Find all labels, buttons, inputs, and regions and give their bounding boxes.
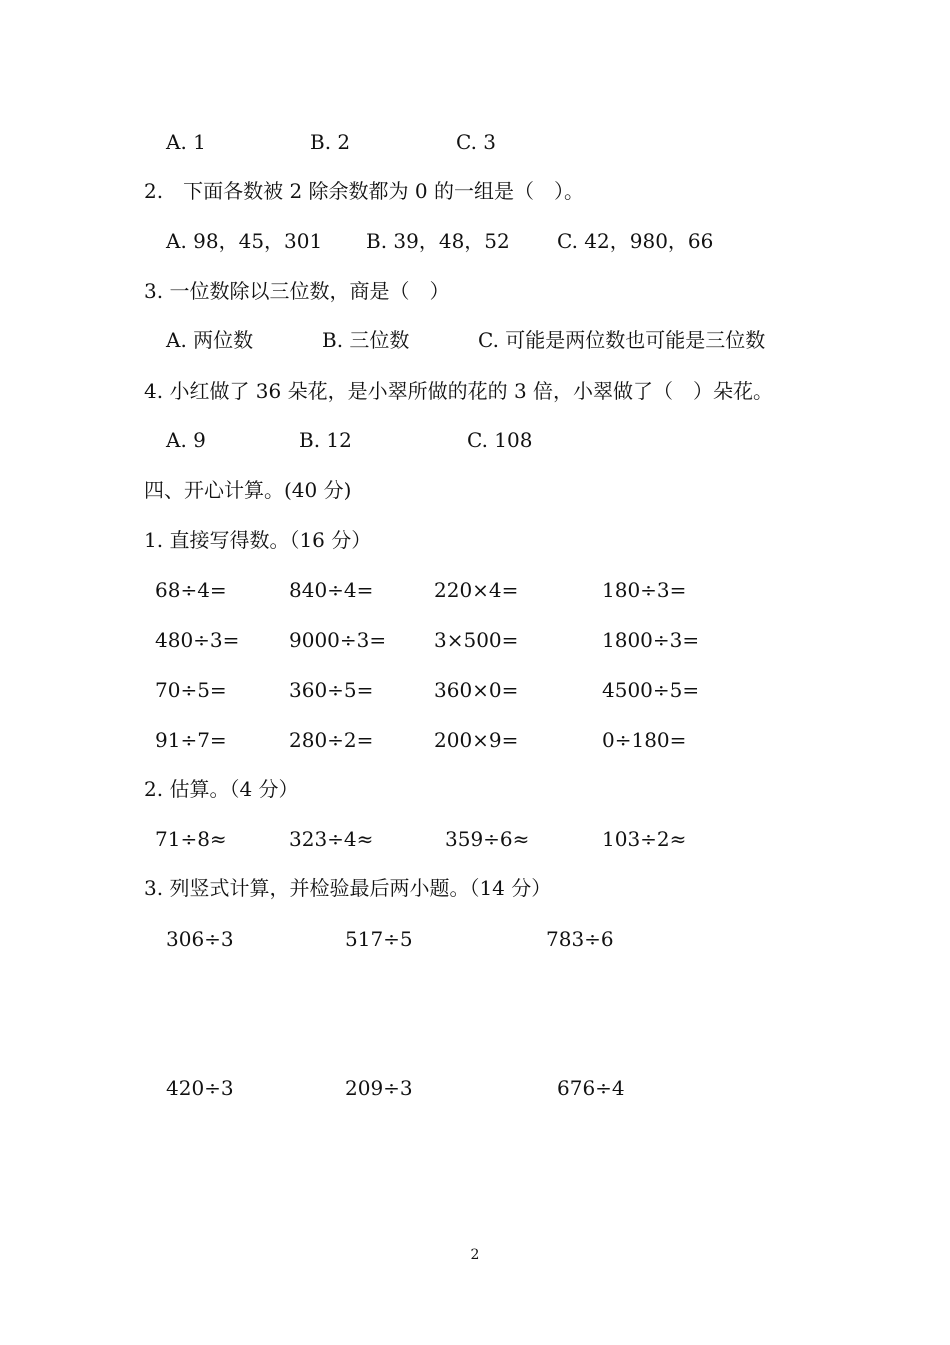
part2-title: 2. 估算。（4 分）	[144, 777, 299, 801]
calc-item: 840÷4=	[289, 578, 374, 602]
calc-item: 220×4=	[434, 578, 519, 602]
q2-option-c: C. 42，980，66	[557, 229, 714, 253]
calc-item: 68÷4=	[155, 578, 227, 602]
calc-item: 9000÷3=	[289, 628, 387, 652]
part3-title: 3. 列竖式计算，并检验最后两小题。（14 分）	[144, 876, 552, 900]
page-number: 2	[470, 1247, 480, 1263]
estimate-item: 323÷4≈	[289, 827, 374, 851]
calc-item: 1800÷3=	[602, 628, 700, 652]
calc-item: 70÷5=	[155, 678, 227, 702]
calc-item: 200×9=	[434, 728, 519, 752]
q4-stem: 4. 小红做了 36 朵花，是小翠所做的花的 3 倍，小翠做了（ ）朵花。	[144, 379, 774, 403]
q1-option-c: C. 3	[456, 130, 497, 154]
q1-option-b: B. 2	[310, 130, 351, 154]
vertical-calc-item: 306÷3	[166, 927, 234, 951]
calc-item: 360÷5=	[289, 678, 374, 702]
q1-option-a: A. 1	[166, 130, 206, 154]
q3-stem: 3. 一位数除以三位数，商是（ ）	[144, 279, 450, 303]
q4-option-c: C. 108	[467, 428, 533, 452]
vertical-calc-item: 420÷3	[166, 1076, 234, 1100]
q4-option-b: B. 12	[299, 428, 352, 452]
calc-item: 280÷2=	[289, 728, 374, 752]
calc-item: 3×500=	[434, 628, 519, 652]
q2-option-b: B. 39，48，52	[366, 229, 510, 253]
estimate-item: 71÷8≈	[155, 827, 227, 851]
calc-item: 0÷180=	[602, 728, 687, 752]
calc-item: 480÷3=	[155, 628, 240, 652]
vertical-calc-item: 676÷4	[557, 1076, 625, 1100]
section4-title: 四、开心计算。(40 分)	[144, 478, 352, 502]
calc-item: 4500÷5=	[602, 678, 700, 702]
estimate-item: 359÷6≈	[445, 827, 530, 851]
estimate-item: 103÷2≈	[602, 827, 687, 851]
calc-item: 91÷7=	[155, 728, 227, 752]
q3-option-b: B. 三位数	[322, 328, 410, 352]
q3-option-c: C. 可能是两位数也可能是三位数	[478, 328, 766, 352]
q3-option-a: A. 两位数	[166, 328, 254, 352]
calc-item: 360×0=	[434, 678, 519, 702]
q2-stem: 2. 下面各数被 2 除余数都为 0 的一组是（ ）。	[144, 179, 584, 203]
vertical-calc-item: 209÷3	[345, 1076, 413, 1100]
vertical-calc-item: 783÷6	[546, 927, 614, 951]
calc-item: 180÷3=	[602, 578, 687, 602]
part1-title: 1. 直接写得数。（16 分）	[144, 528, 372, 552]
vertical-calc-item: 517÷5	[345, 927, 413, 951]
q4-option-a: A. 9	[166, 428, 206, 452]
q2-option-a: A. 98，45，301	[166, 229, 323, 253]
